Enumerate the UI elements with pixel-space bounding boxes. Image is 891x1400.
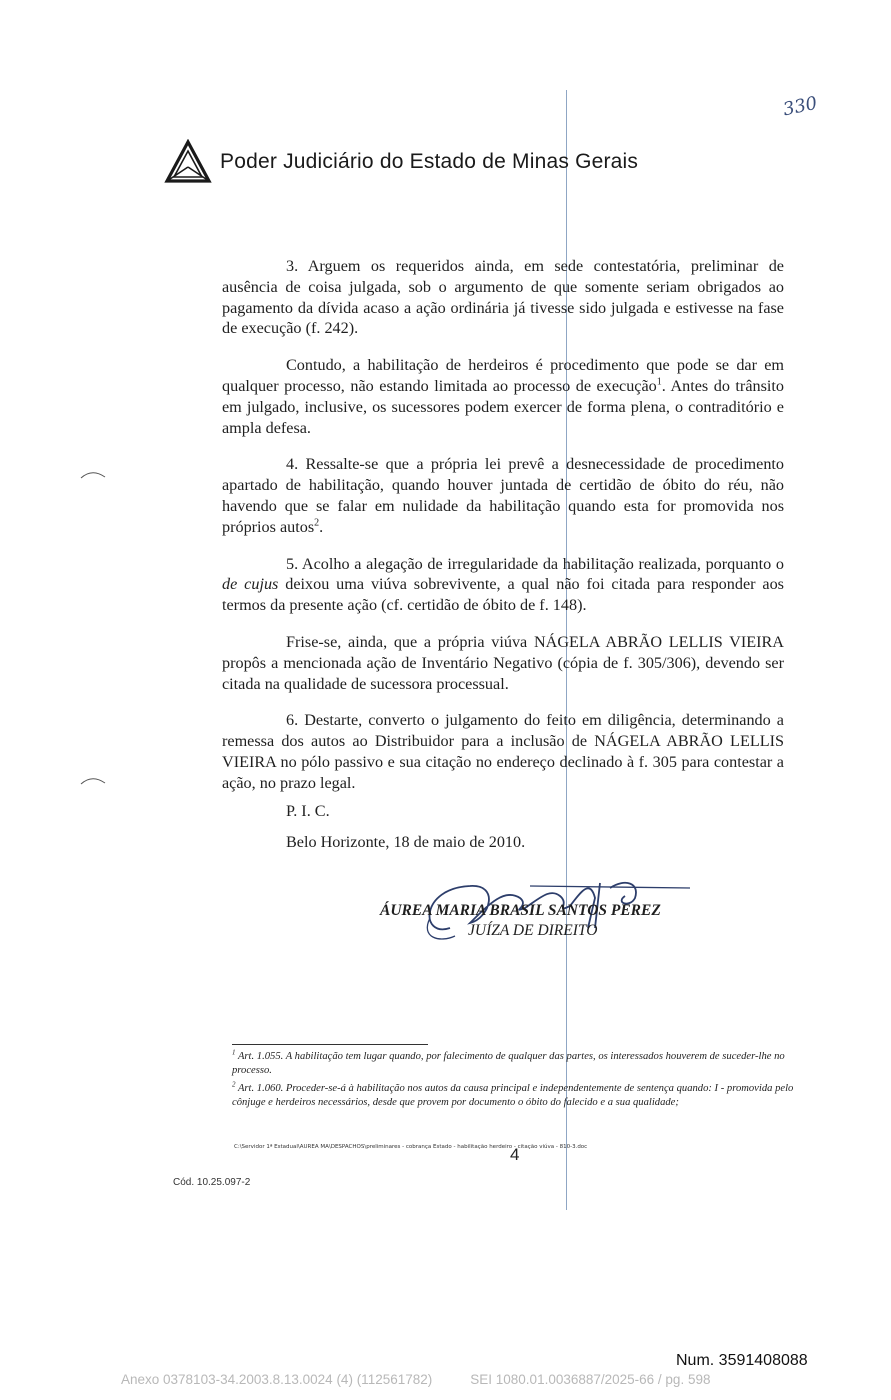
pic-line: P. I. C.: [286, 802, 330, 820]
place-and-date: Belo Horizonte, 18 de maio de 2010.: [286, 833, 526, 851]
document-number-stamp: Num. 3591408088: [676, 1352, 808, 1369]
letterhead-title: Poder Judiciário do Estado de Minas Gerais: [220, 150, 639, 173]
hole-punch-mark-icon: [80, 776, 106, 786]
footnote-ref: 1: [656, 376, 662, 388]
paragraph-5: 5. Acolho a alegação de irregularidade da habilitação realizada, porquanto o de cujus deixou uma viúva sobrevivente, a qual não foi citada para responder aos termos da presente ação (cf. certidão de óbito de f. 148).: [222, 554, 784, 615]
annex-footer: [121, 1372, 710, 1387]
footnote-divider: [232, 1044, 428, 1045]
form-code: Cód. 10.25.097-2: [173, 1177, 251, 1188]
page-number: 4: [510, 1145, 520, 1164]
paragraph-habilitacao: Contudo, a habilitação de herdeiros é procedimento que pode se dar em qualquer processo, não estando limitada ao processo de execução$^1$. Antes do trânsito em julgado, inclusive, os sucessores podem exercer de forma plena, o contraditório e ampla defesa.: [222, 356, 784, 437]
judge-role: JUÍZA DE DIREITO: [468, 922, 598, 939]
paragraph-6: 6. Destarte, converto o julgamento do feito em diligência, determinando a remessa dos autos ao Distribuidor para a inclusão de NÁGELA ABRÃO LELLIS VIEIRA no pólo passivo e sua citação no endereço declinado à f. 305 para contestar a ação, no prazo legal.: [222, 711, 784, 792]
paragraph-3: 3. Arguem os requeridos ainda, em sede contestatória, preliminar de ausência de coisa julgada, sob o argumento de que somente seriam obrigados ao pagamento da dívida acaso a ação ordinária já tivesse sido julgada e estivesse na fase de execução (f. 242).: [222, 257, 784, 338]
decision-body: [222, 256, 784, 810]
hole-punch-mark-icon: [80, 470, 106, 480]
annex-reference: Anexo 0378103-34.2003.8.13.0024 (4) (112561782): [121, 1372, 433, 1387]
paragraph-frise: Frise-se, ainda, que a própria viúva NÁGELA ABRÃO LELLIS VIEIRA propôs a mencionada ação de Inventário Negativo (cópia de f. 305/306), devendo ser citada na qualidade de sucessora processual.: [222, 632, 784, 693]
paragraph-4: 4. Ressalte-se que a própria lei prevê a desnecessidade de procedimento apartado de habilitação, quando houver juntada de certidão de óbito do réu, não havendo que se falar em nulidade da habilitação quando esta for promovida nos próprios autos$^2$.: [222, 455, 784, 536]
letterhead: [164, 138, 638, 186]
document-file-path: C:\Servidor 1ª Estadual\AUREA MA\DESPACHOS\preliminares - cobrança Estado - habilitação herdeiro - citação viúva - 810-3.doc: [234, 1144, 588, 1150]
sei-reference: SEI 1080.01.0036887/2025-66 / pg. 598: [470, 1372, 711, 1387]
judge-name: ÁUREA MARIA BRASIL SANTOS PEREZ: [380, 902, 661, 919]
tjmg-triangle-logo-icon: [164, 139, 212, 185]
footnote-1: $^1$ Art. 1.055. A habilitação tem lugar quando, por falecimento de qualquer das partes, os interessados houverem de suceder-lhe no processo.: [232, 1048, 785, 1076]
handwritten-page-annotation: 330: [781, 92, 820, 121]
footnote-ref: 2: [314, 517, 320, 529]
footnotes: [232, 1050, 802, 1114]
footnote-2: $^2$ Art. 1.060. Proceder-se-á à habilitação nos autos da causa principal e independentemente de sentença quando: I - promovida pelo cônjuge e herdeiros necessários, desde que provem por documento o óbito do falecido e a sua qualidade;: [232, 1080, 794, 1108]
